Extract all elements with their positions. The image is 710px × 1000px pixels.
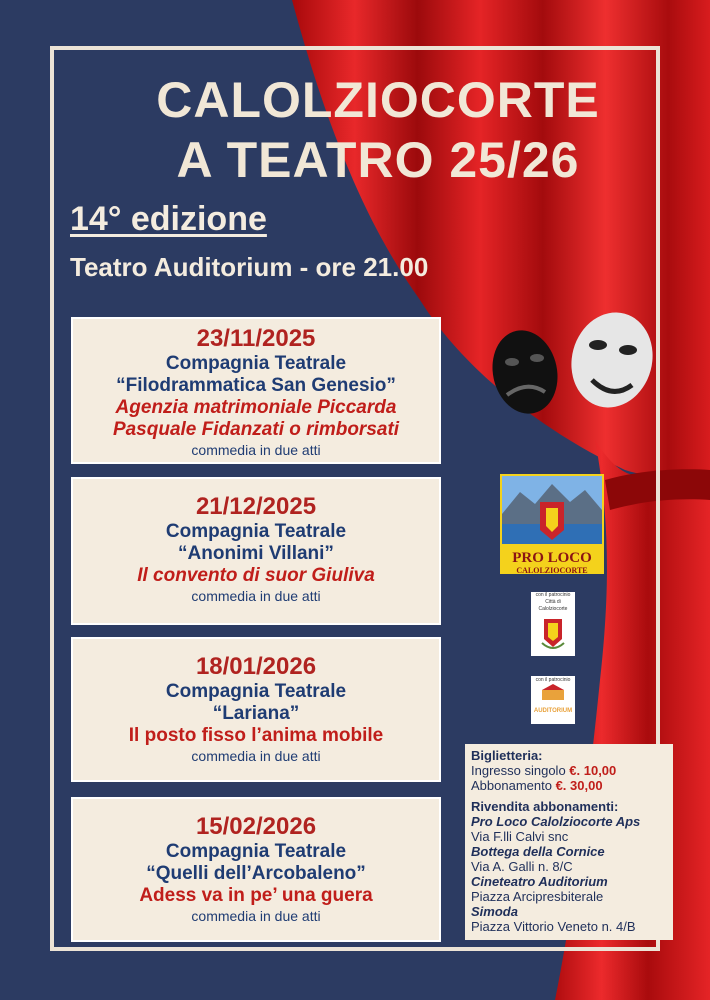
event-date: 15/02/2026	[195, 813, 317, 840]
season-ticket-label: Abbonamento	[471, 778, 556, 793]
single-ticket-price: €. 10,00	[569, 763, 617, 778]
event-company: Compagnia Teatrale	[165, 353, 347, 374]
patronage-city-logo	[531, 592, 575, 656]
event-genre: commedia in due atti	[191, 908, 321, 924]
tickets-info-box	[465, 744, 673, 940]
page-title	[78, 70, 678, 190]
title-line-1: CALOLZIOCORTE	[156, 72, 600, 128]
event-show-title: Agenzia matrimoniale Piccarda	[115, 397, 397, 418]
event-card	[71, 477, 441, 625]
patronage-label: con il patrocinio	[535, 677, 571, 683]
event-genre: commedia in due atti	[191, 588, 321, 604]
season-ticket-price: €. 30,00	[555, 778, 603, 793]
proloco-name: PRO LOCO	[512, 550, 592, 566]
reseller-address: Via A. Galli n. 8/C	[471, 859, 573, 874]
title-line-2: A TEATRO 25/26	[176, 132, 580, 188]
event-company: Compagnia Teatrale	[165, 521, 347, 542]
reseller-address: Via F.lli Calvi snc	[471, 829, 569, 844]
reseller-name: Pro Loco Calolziocorte Aps	[471, 814, 641, 829]
reseller-address: Piazza Vittorio Veneto n. 4/B	[471, 919, 636, 934]
tickets-heading: Biglietteria:	[471, 748, 543, 763]
season-ticket-row	[471, 778, 667, 793]
event-company: Compagnia Teatrale	[165, 681, 347, 702]
proloco-logo	[500, 474, 604, 574]
event-card	[71, 317, 441, 464]
event-show-title: Pasquale Fidanzati o rimborsati	[112, 419, 400, 440]
event-date: 18/01/2026	[195, 653, 317, 680]
event-genre: commedia in due atti	[191, 442, 321, 458]
event-show-title: Adess va in pe’ una guera	[139, 885, 373, 906]
venue-label: Teatro Auditorium - ore 21.00	[70, 252, 429, 282]
event-card	[71, 637, 441, 782]
patronage-auditorium-logo	[531, 676, 575, 724]
mountain-lake-icon	[500, 474, 604, 546]
reseller-name: Cineteatro Auditorium	[471, 874, 608, 889]
event-card	[71, 797, 441, 942]
single-ticket-row	[471, 763, 667, 778]
patronage-label: con il patrocinio	[535, 592, 571, 598]
resellers-heading: Rivendita abbonamenti:	[471, 799, 619, 814]
auditorium-building-icon	[538, 684, 568, 702]
city-coat-of-arms-icon	[538, 613, 568, 653]
event-date: 23/11/2025	[196, 325, 316, 352]
reseller-name: Bottega della Cornice	[471, 844, 605, 859]
event-group: “Filodrammatica San Genesio”	[116, 375, 396, 396]
reseller-name: Simoda	[471, 904, 518, 919]
single-ticket-label: Ingresso singolo	[471, 763, 570, 778]
event-show-title: Il convento di suor Giuliva	[137, 565, 375, 586]
proloco-town: CALOLZIOCORTE	[516, 566, 588, 575]
event-group: “Lariana”	[212, 703, 300, 724]
reseller-address: Piazza Arcipresbiterale	[471, 889, 604, 904]
event-date: 21/12/2025	[195, 493, 317, 520]
edition-label: 14° edizione	[70, 200, 267, 238]
event-company: Compagnia Teatrale	[165, 841, 347, 862]
event-group: “Quelli dell’Arcobaleno”	[146, 863, 366, 884]
event-group: “Anonimi Villani”	[178, 543, 334, 564]
event-show-title: Il posto fisso l’anima mobile	[128, 725, 384, 746]
auditorium-name: AUDITORIUM	[533, 708, 573, 714]
event-genre: commedia in due atti	[191, 748, 321, 764]
patronage-city-name: Città di Calolziocorte	[538, 599, 568, 612]
